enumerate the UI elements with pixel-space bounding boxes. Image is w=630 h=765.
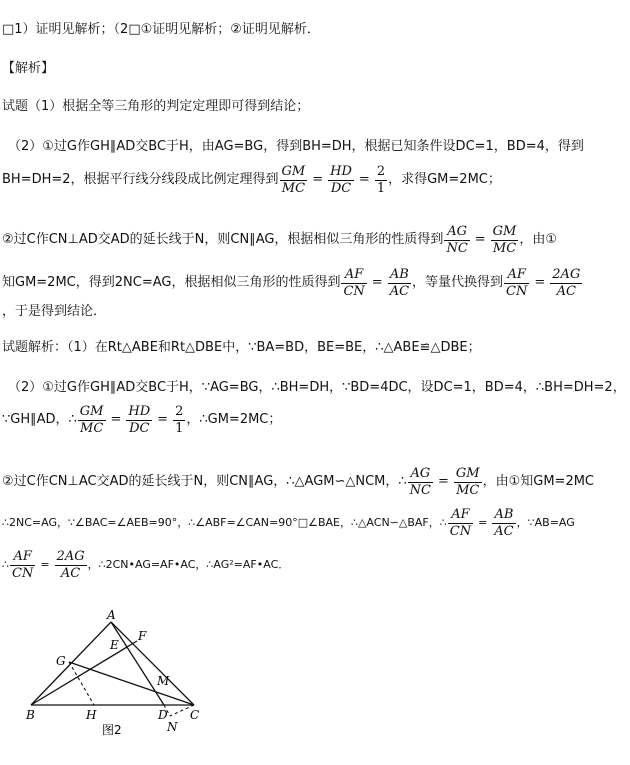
denominator: MC [492,240,517,256]
denominator: DC [129,420,150,436]
solution-text: ∴ [2,558,9,571]
solution-text: ，由①知GM=2MC [482,474,595,489]
numerator: 2 [376,163,386,179]
fraction-hd-dc [126,404,152,437]
fraction-gm-mc [78,404,106,437]
fraction-2ag-ac [55,549,87,582]
denominator: NC [446,240,468,256]
numerator: AF [341,267,366,284]
fraction-af-cn [341,267,366,300]
label-h: H [86,708,97,722]
solution-text: ，∵AB=AG [516,516,575,529]
segment-gh-dashed [69,662,94,705]
fraction-hd-dc [328,164,354,197]
segment-ac [111,622,194,705]
equals-sign: = [40,558,50,571]
fraction-af-cn [448,507,473,540]
equals-sign: = [110,412,122,427]
analysis-line-2b [2,160,501,200]
answer-summary: □1）证明见解析；（2□①证明见解析；②证明见解析． [2,22,320,37]
denominator: AC [60,565,81,581]
numerator: AF [448,507,473,524]
denominator: CN [449,523,472,539]
fraction-2-1 [375,164,387,197]
fraction-ag-nc [444,224,469,257]
analysis-header: 【解析】 [2,61,55,76]
numerator: HD [330,163,352,179]
analysis-text: ，由① [519,232,558,247]
numerator: 2AG [56,548,85,564]
denominator: 1 [175,420,184,436]
solution-text: ∵GH∥AD，∴ [2,412,77,427]
figure-caption: 图2 [102,723,122,737]
numerator: AG [408,466,433,483]
denominator: AC [389,283,410,299]
solution-line-4 [2,462,594,502]
numerator: AF [10,549,35,566]
numerator: AB [388,267,411,284]
fraction-2ag-ac [550,267,582,300]
denominator: AC [494,523,514,539]
label-d: D [158,708,168,722]
equals-sign: = [474,232,486,247]
label-m: M [157,674,170,688]
numerator: GM [281,163,306,179]
fraction-gm-mc [491,224,519,257]
segment-gc [69,662,194,705]
label-f: F [138,629,147,643]
numerator: AG [444,224,469,241]
solution-line-2: （2）①过G作GH∥AD交BC于H，∵AG=BG，∴BH=DH，∵BD=4DC，设DC=1，BD=4，∴BH=DH=2， [8,380,626,395]
label-b: B [26,708,35,722]
fraction-gm-mc [454,466,482,499]
equals-sign: = [438,474,449,489]
numerator: GM [492,223,517,239]
analysis-line-5: ，于是得到结论． [2,304,107,319]
analysis-line-4 [2,263,583,303]
solution-line-5 [2,503,575,543]
label-e: E [110,638,119,652]
analysis-text: BH=DH=2，根据平行线分线段成比例定理得到 [2,172,279,187]
numerator: AF [504,267,529,284]
label-a: A [107,608,116,622]
solution-text: ②过C作CN⊥AC交AD的延长线于N，则CN∥AG，∴△AGM∽△NCM，∴ [2,474,407,489]
denominator: CN [343,283,365,299]
equals-sign: = [312,172,324,187]
label-n: N [167,720,178,734]
label-c: C [190,708,200,722]
solution-line-6 [2,545,289,585]
numerator: AB [492,507,515,524]
fraction-ab-ac [492,507,515,540]
denominator: 1 [376,180,386,196]
denominator: DC [330,180,352,196]
fraction-af-cn [504,267,529,300]
fraction-gm-mc [280,164,308,197]
denominator: CN [506,283,528,299]
solution-text: ∴2NC=AG，∵∠BAC=∠AEB=90°，∴∠ABF=∠CAN=90°□∠BAE，∴△ACN∽△BAF，∴ [2,516,447,529]
numerator: 2 [175,403,184,419]
denominator: MC [456,482,480,498]
denominator: MC [80,420,104,436]
equals-sign: = [358,172,370,187]
equals-sign: = [157,412,169,427]
analysis-line-1: 试题（1）根据全等三角形的判定定理即可得到结论； [2,99,310,114]
solution-text: ，∴GM=2MC； [186,412,282,427]
solution-line-3 [2,400,281,440]
numerator: 2AG [552,266,581,282]
denominator: NC [409,482,431,498]
analysis-text: 知GM=2MC，得到2NC=AG，根据相似三角形的性质得到 [2,275,341,290]
numerator: HD [128,403,151,419]
analysis-text: ②过C作CN⊥AD交AD的延长线于N，则CN∥AG，根据相似三角形的性质得到 [2,232,444,247]
equals-sign: = [534,275,546,290]
fraction-ab-ac [388,267,411,300]
analysis-line-3 [2,220,557,260]
geometry-figure [20,605,220,760]
equals-sign: = [371,275,383,290]
denominator: CN [12,565,34,581]
numerator: GM [455,465,480,481]
fraction-ag-nc [408,466,433,499]
fraction-af-cn [10,549,35,582]
numerator: GM [79,403,104,419]
equals-sign: = [478,516,488,529]
solution-text: ，∴2CN•AG=AF•AC，∴AG²=AF•AC． [87,558,290,571]
solution-line-1: 试题解析：（1）在Rt△ABE和Rt△DBE中，∵BA=BD，BE=BE，∴△ABE≌△DBE； [2,340,481,355]
fraction-2-1 [173,404,185,437]
analysis-text: ，等量代换得到 [412,275,504,290]
analysis-text: ，求得GM=2MC； [388,172,501,187]
label-g: G [56,654,66,668]
denominator: AC [556,283,576,299]
denominator: MC [281,180,306,196]
analysis-line-2a: （2）①过G作GH∥AD交BC于H，由AG=BG，得到BH=DH，根据已知条件设DC=1，BD=4，得到 [8,139,584,154]
